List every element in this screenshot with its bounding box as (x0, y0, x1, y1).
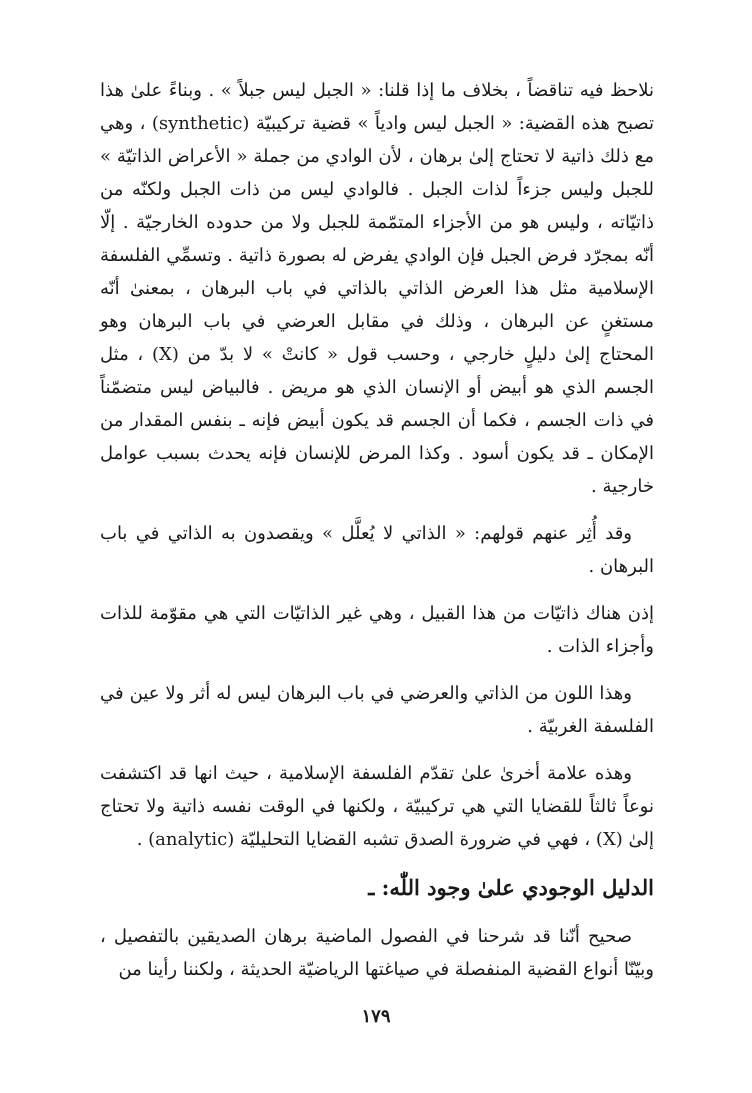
paragraph-1: نلاحظ فيه تناقضاً ، بخلاف ما إذا قلنا: « الجبل ليس جبلاً » . وبناءً علىٰ هذا تصبح هذه القضية: « الجبل ليس وادياً » قضية تركيبيّة (synthetic) ، وهي مع ذلك ذاتية لا تحتاج إلىٰ برهان ، لأن الوادي من جملة « الأعراض الذاتيّة » للجبل وليس جزءاً لذات الجبل . فالوادي ليس من ذات الجبل ولكنّه من ذاتيّاته ، وليس هو من الأجزاء المتمّمة للجبل ولا من حدوده الخارجيّة . إلّا أنّه بمجرّد فرض الجبل فإن الوادي يفرض له بصورة ذاتية . وتسمِّي الفلسفة الإسلامية مثل هذا العرض الذاتي بالذاتي في باب البرهان ، بمعنىٰ أنّه مستغنٍ عن البرهان ، وذلك في مقابل العرضي في باب البرهان وهو المحتاج إلىٰ دليلٍ خارجي ، وحسب قول « كانتْ » لا بدّ من (X) ، مثل الجسم الذي هو أبيض أو الإنسان الذي هو مريض . فالبياض ليس متضمّناً في ذات الجسم ، فكما أن الجسم قد يكون أبيض فإنه ـ بنفس المقدار من الإمكان ـ قد يكون أسود . وكذا المرض للإنسان فإنه يحدث بسبب عوامل خارجية . (100, 80, 655, 497)
paragraph-5: وهذه علامة أخرىٰ علىٰ تقدّم الفلسفة الإسلامية ، حيث انها قد اكتشفت نوعاً ثالثاً للقضايا التي هي تركيبيّة ، ولكنها في الوقت نفسه ذاتية ولا تحتاج إلىٰ (X) ، فهي في ضرورة الصدق تشبه القضايا التحليليّة (analytic) . (100, 763, 654, 850)
section-heading: الدليل الوجودي علىٰ وجود اللّٰه: ـ (368, 875, 654, 900)
paragraph-3: إذن هناك ذاتيّات من هذا القبيل ، وهي غير الذاتيّات التي هي مقوّمة للذات وأجزاء الذات . (100, 603, 654, 657)
page-body (100, 74, 654, 1000)
paragraph-6: صحيح أنّنا قد شرحنا في الفصول الماضية برهان الصديقين بالتفصيل ، وبيّنّا أنواع القضية المنفصلة في صياغتها الرياضيّة الحديثة ، ولكننا رأينا من (100, 926, 654, 980)
paragraph-2: وقد أُثِر عنهم قولهم: « الذاتي لا يُعلَّل » ويقصدون به الذاتي في باب البرهان . (100, 523, 654, 577)
paragraph-4: وهذا اللون من الذاتي والعرضي في باب البرهان ليس له أثر ولا عين في الفلسفة الغربيّة . (100, 683, 654, 737)
page-number: ١٧٩ (361, 1006, 391, 1027)
